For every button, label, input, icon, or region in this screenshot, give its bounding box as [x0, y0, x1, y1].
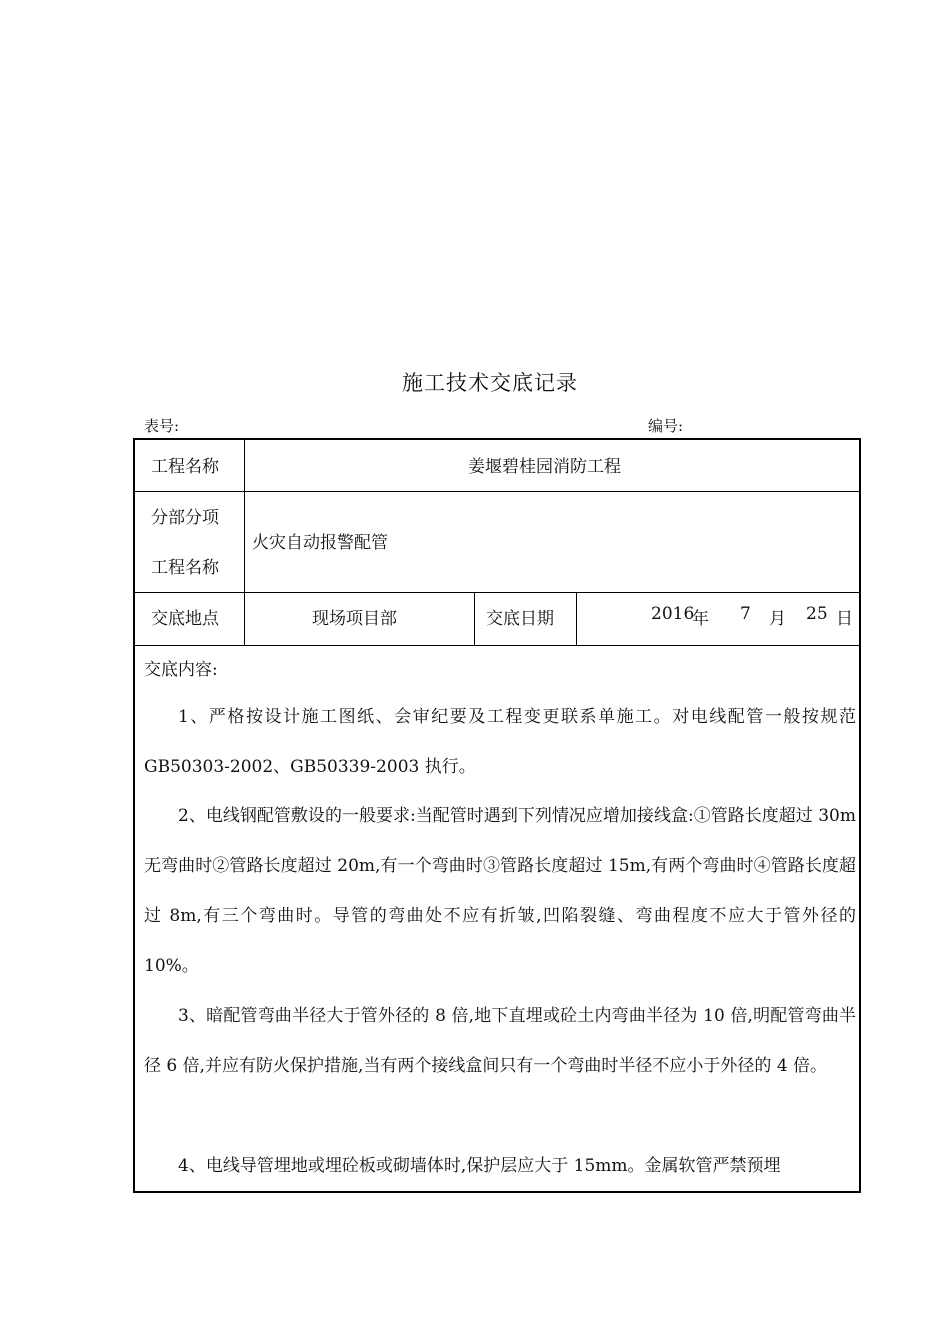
document-title: 施工技术交底记录	[402, 371, 578, 395]
location-label: 交底地点	[151, 609, 219, 629]
content-heading: 交底内容:	[144, 660, 218, 680]
content-paragraph-1: 1、严格按设计施工图纸、会审纪要及工程变更联系单施工。对电线配管一般按规范 GB50303-2002、GB50339-2003 执行。	[144, 707, 856, 777]
project-name-label: 工程名称	[151, 457, 219, 477]
column-divider	[474, 592, 475, 645]
date-year: 2016	[651, 604, 695, 624]
row-divider	[135, 645, 859, 646]
date-month-unit: 月	[769, 609, 786, 629]
form-number-label: 表号:	[144, 417, 180, 435]
serial-number-label: 编号:	[648, 417, 684, 435]
date-month: 7	[740, 604, 751, 624]
content-paragraph-4: 4、电线导管埋地或埋砼板或砌墙体时,保护层应大于 15mm。金属软管严禁预埋	[178, 1156, 781, 1176]
date-year-unit: 年	[692, 609, 709, 629]
column-divider	[244, 440, 245, 645]
location-value: 现场项目部	[312, 609, 397, 629]
date-label: 交底日期	[486, 609, 554, 629]
content-paragraph-3: 3、暗配管弯曲半径大于管外径的 8 倍,地下直埋或砼土内弯曲半径为 10 倍,明配管弯曲半径 6 倍,并应有防火保护措施,当有两个接线盒间只有一个弯曲时半径不应小于外径的 4 倍。	[144, 1006, 856, 1076]
date-day-unit: 日	[836, 609, 853, 629]
content-paragraph-2: 2、电线钢配管敷设的一般要求:当配管时遇到下列情况应增加接线盒:①管路长度超过 30m 无弯曲时②管路长度超过 20m,有一个弯曲时③管路长度超过 15m,有两个弯曲时④管路长度超过 8m,有三个弯曲时。导管的弯曲处不应有折皱,凹陷裂缝、弯曲程度不应大于管外径的 10%。	[144, 806, 856, 976]
date-day: 25	[806, 604, 828, 624]
sub-item-label-line2: 工程名称	[151, 558, 219, 578]
sub-item-value: 火灾自动报警配管	[252, 533, 388, 553]
sub-item-label-line1: 分部分项	[151, 508, 219, 528]
project-name-value: 姜堰碧桂园消防工程	[468, 457, 621, 477]
column-divider	[576, 592, 577, 645]
